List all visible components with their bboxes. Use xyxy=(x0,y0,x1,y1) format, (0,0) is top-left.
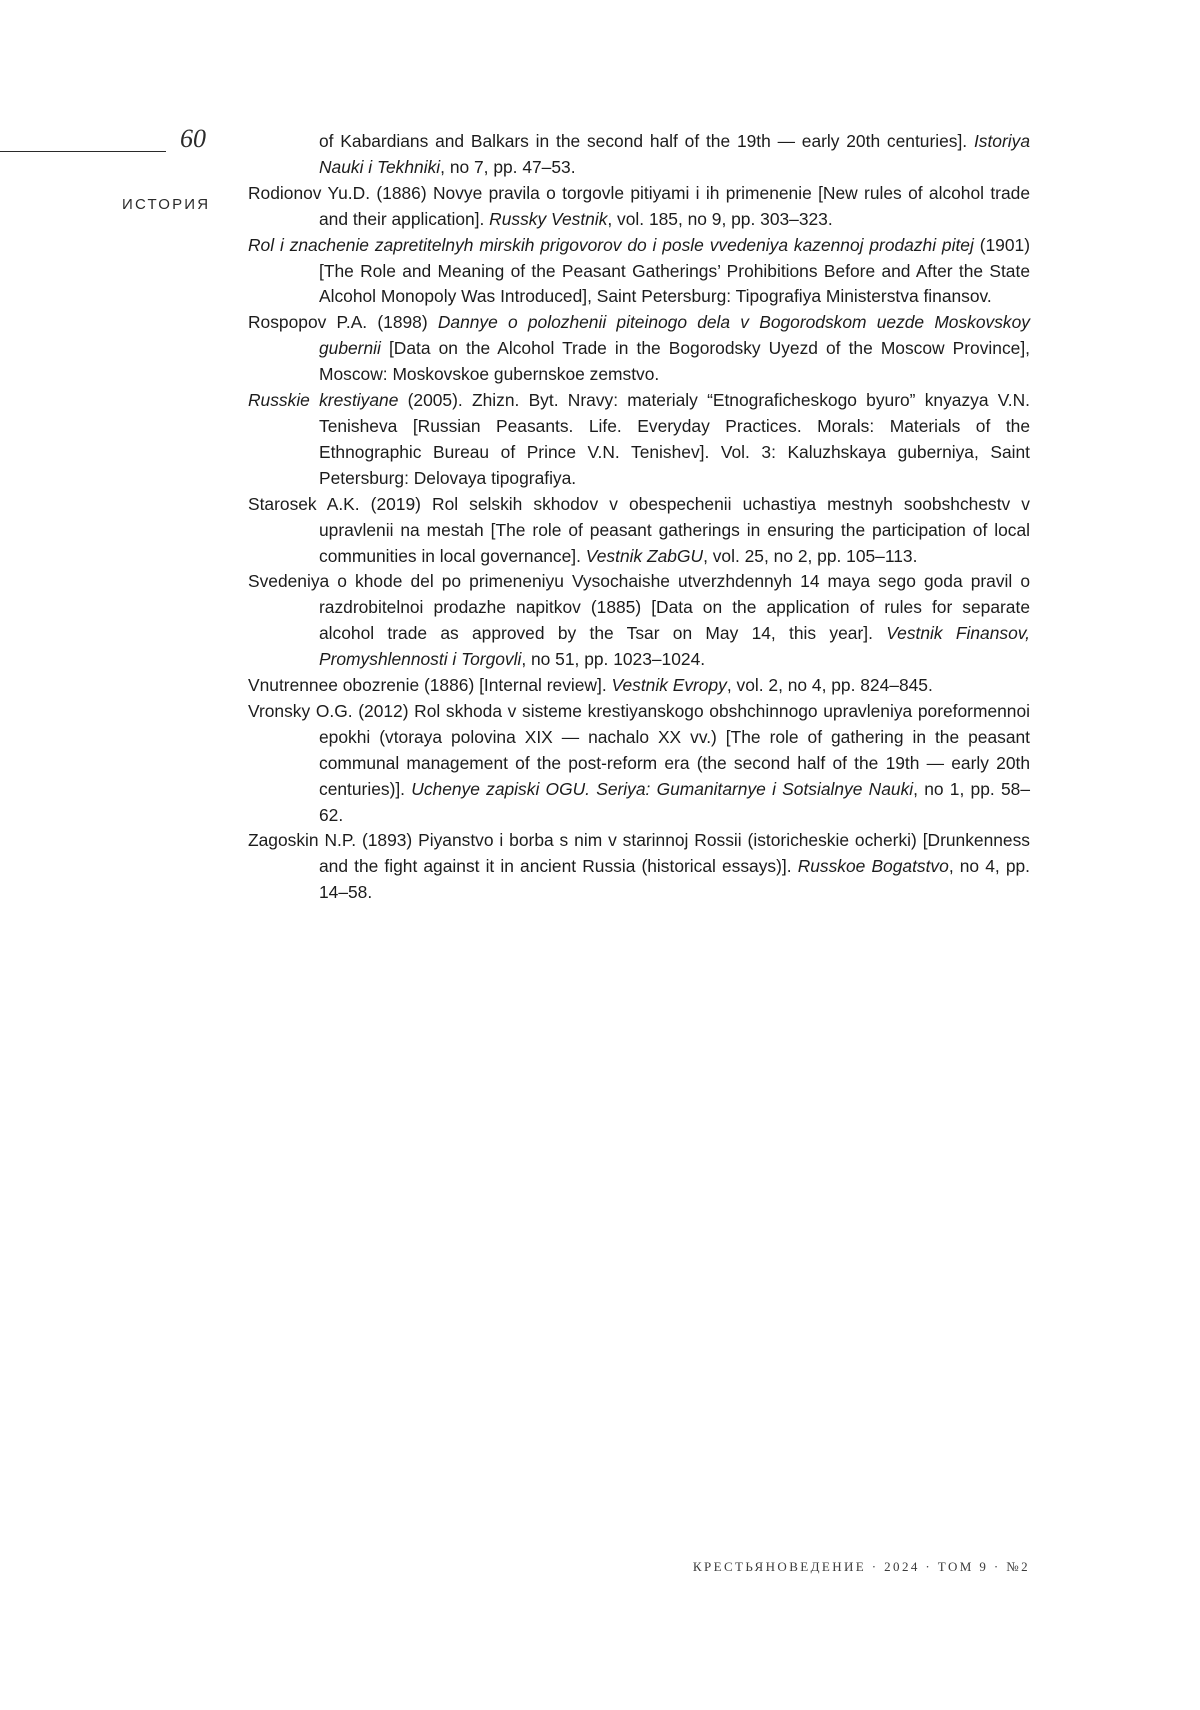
reference-segment: Rodionov Yu.D. (1886) Novye pravila o torgovle pitiyami i ih primenenie [New rules of alcohol trade and their application]. xyxy=(248,182,1030,229)
reference-segment: Svedeniya o khode del po primeneniyu Vysochaishe utverzhdennyh 14 maya sego goda pravil o razdrobitelnoi prodazhe napitkov (1885) [Data on the application of rules for separate alcohol trade as approved by the Tsar on May 14, this year]. xyxy=(248,571,1030,644)
reference-italic-segment: Istoriya Nauki i Tekhniki xyxy=(319,131,1030,177)
reference-segment: , vol. 2, no 4, pp. 824–845. xyxy=(726,675,933,696)
reference-italic-segment: Russkie krestiyane xyxy=(248,390,399,411)
reference-segment: , vol. 25, no 2, pp. 105–113. xyxy=(703,545,918,566)
reference-italic-segment: Dannye o polozhenii piteinogo dela v Bogorodskom uezde Moskovskoy gubernii xyxy=(319,312,1030,359)
reference-italic-segment: Russky Vestnik xyxy=(489,208,608,229)
reference-entry xyxy=(248,828,1030,906)
reference-segment: of Kabardians and Balkars in the second half of the 19th — early 20th centuries]. xyxy=(319,131,974,151)
reference-italic-segment: Vestnik ZabGU xyxy=(585,545,704,566)
reference-segment: [Data on the Alcohol Trade in the Bogorodsky Uyezd of the Moscow Province], Moscow: Moskovskoe gubernskoe zemstvo. xyxy=(319,338,1030,385)
journal-footer: КРЕСТЬЯНОВЕДЕНИЕ · 2024 · ТОМ 9 · №2 xyxy=(692,1559,1030,1574)
page-number: 60 xyxy=(180,124,206,153)
reference-segment: Vnutrennee obozrenie (1886) [Internal review]. xyxy=(248,675,612,696)
reference-entry xyxy=(248,129,1030,181)
section-label: ИСТОРИЯ xyxy=(122,196,211,213)
reference-segment: Rospopov P.A. (1898) xyxy=(248,312,438,333)
reference-segment: (2005). Zhizn. Byt. Nravy: materialy “Etnograficheskogo byuro” knyazya V.N. Tenisheva [Russian Peasants. Life. Everyday Practices. Morals: Materials of the Ethnographic Bureau of Prince V.N. Tenishev]. Vol. 3: Kaluzhskaya guberniya, Saint Petersburg: Delovaya tipografiya. xyxy=(319,390,1030,488)
reference-segment: , no 7, pp. 47–53. xyxy=(440,156,576,177)
reference-entry xyxy=(248,492,1030,570)
reference-segment: , vol. 185, no 9, pp. 303–323. xyxy=(607,208,833,229)
reference-entry xyxy=(248,673,1030,699)
reference-italic-segment: Vestnik Finansov, Promyshlennosti i Torgovli xyxy=(319,623,1031,670)
reference-segment: Starosek A.K. (2019) Rol selskih skhodov v obespechenii uchastiya mestnyh soobshchestv v upravlenii na mestah [The role of peasant gatherings in ensuring the participation of local communities in local governance]. xyxy=(248,493,1030,566)
reference-segment: (1901) [The Role and Meaning of the Peasant Gatherings’ Prohibitions Before and After the State Alcohol Monopoly Was Introduced], Saint Petersburg: Tipografiya Ministerstva finansov. xyxy=(319,234,1030,307)
reference-entry xyxy=(248,569,1030,673)
reference-segment: Vronsky O.G. (2012) Rol skhoda v sisteme krestiyanskogo obshchinnogo upravleniya poreformennoi epokhi (vtoraya polovina XIX — nachalo XX vv.) [The role of gathering in the peasant communal management of the post-reform era (the second half of the 19th — early 20th centuries)]. xyxy=(248,700,1030,799)
reference-entry xyxy=(248,233,1030,311)
reference-italic-segment: Vestnik Evropy xyxy=(611,675,727,696)
reference-list xyxy=(248,129,1030,906)
reference-entry xyxy=(248,181,1030,233)
reference-italic-segment: Russkoe Bogatstvo xyxy=(797,856,949,877)
page-number-rule xyxy=(0,151,166,152)
reference-entry xyxy=(248,388,1030,492)
reference-segment: Zagoskin N.P. (1893) Piyanstvo i borba s nim v starinnoj Rossii (istoricheskie ocherki) [Drunkenness and the fight against it in ancient Russia (historical essays)]. xyxy=(248,830,1030,877)
reference-italic-segment: Uchenye zapiski OGU. Seriya: Gumanitarnye i Sotsialnye Nauki xyxy=(411,778,914,799)
reference-segment: , no 1, pp. 58–62. xyxy=(319,778,1030,825)
reference-entry xyxy=(248,310,1030,388)
reference-segment: , no 4, pp. 14–58. xyxy=(319,856,1030,903)
reference-italic-segment: Rol i znachenie zapretitelnyh mirskih prigovorov do i posle vvedeniya kazennoj prodazhi pitej xyxy=(248,234,974,255)
reference-segment: , no 51, pp. 1023–1024. xyxy=(521,649,706,670)
reference-entry xyxy=(248,699,1030,829)
